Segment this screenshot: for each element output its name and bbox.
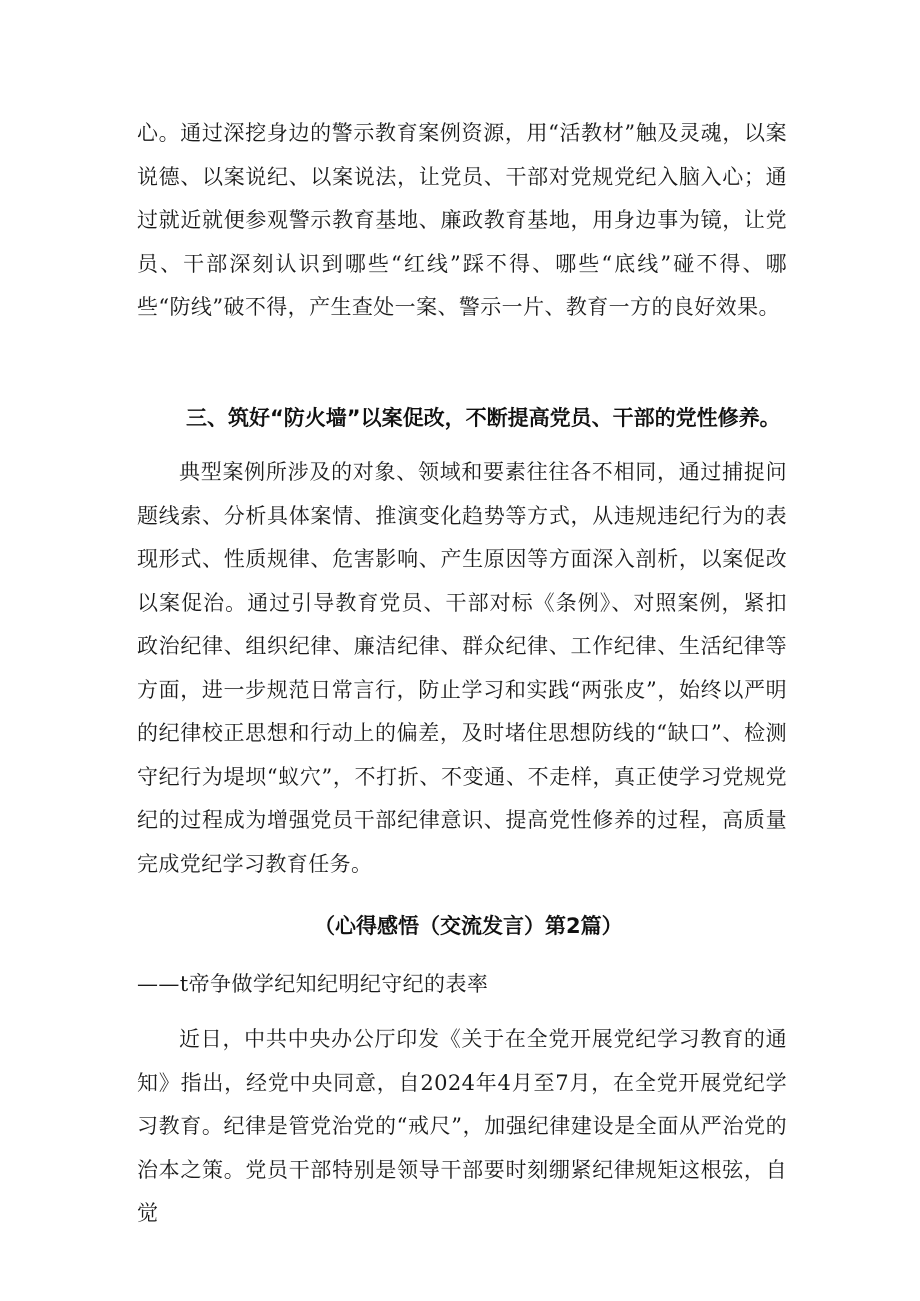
- article-title: （心得感悟（交流发言）第2篇）: [314, 914, 623, 938]
- section-heading-firewall: 三、筑好“防火墙”以案促改，不断提高党员、干部的党性修养。: [186, 406, 781, 430]
- paragraph-case-analysis: 典型案例所涉及的对象、领域和要素往往各不相同，通过捕捉问题线索、分析具体案情、推演变化趋势等方式，从违规违纪行为的表现形式、性质规律、危害影响、产生原因等方面深入剖析，以案促改以案促治。通过引导教育党员、干部对标《条例》、对照案例，紧扣政治纪律、组织纪律、廉洁纪律、群众纪律、工作纪律、生活纪律等方面，进一步规范日常言行，防止学习和实践“两张皮”，始终以严明的纪律校正思想和行动上的偏差，及时堵住思想防线的“缺口”、检测守纪行为堤坝“蚁穴”，不打折、不变通、不走样，真正使学习党规党纪的过程成为增强党员干部纪律意识、提高党性修养的过程，高质量完成党纪学习教育任务。: [137, 460, 787, 876]
- paragraph-warning-education: 心。通过深挖身边的警示教育案例资源，用“活教材”触及灵魂，以案说德、以案说纪、以案说法，让党员、干部对党规党纪入脑入心；通过就近就便参观警示教育基地、廉政教育基地，用身边事为镜，让党员、干部深刻认识到哪些“红线”踩不得、哪些“底线”碰不得、哪些“防线”破不得，产生查处一案、警示一片、教育一方的良好效果。: [137, 121, 787, 319]
- paragraph-party-discipline-notice: 近日，中共中央办公厅印发《关于在全党开展党纪学习教育的通知》指出，经党中央同意，自2024年4月至7月，在全党开展党纪学习教育。纪律是管党治党的“戒尺”，加强纪律建设是全面从严治党的治本之策。党员干部特别是领导干部要时刻绷紧纪律规矩这根弦，自觉: [137, 1027, 787, 1225]
- article-subtitle: ——t帝争做学纪知纪明纪守纪的表率: [137, 972, 489, 996]
